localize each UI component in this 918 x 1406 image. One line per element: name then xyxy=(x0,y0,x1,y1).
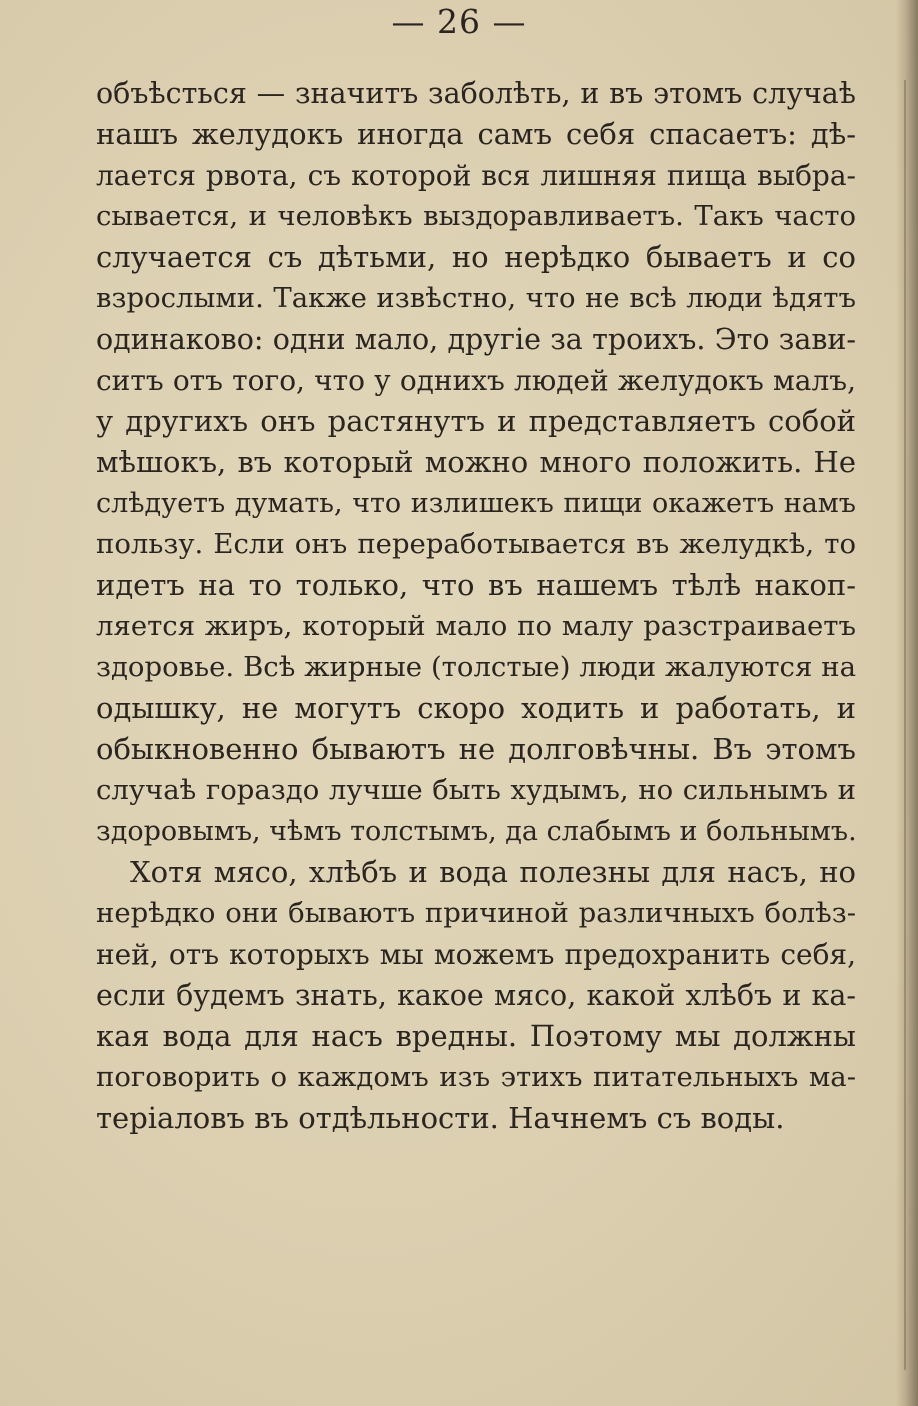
text-line: здоровье. Всѣ жирные (толстые) люди жалуются на xyxy=(96,651,856,683)
text-line: случается съ дѣтьми, но нерѣдко бываетъ и со xyxy=(96,240,856,274)
text-line: если будемъ знать, какое мясо, какой хлѣбъ и ка- xyxy=(96,979,856,1012)
text-line: ней, отъ которыхъ мы можемъ предохранить себя, xyxy=(96,938,856,971)
text-line: лается рвота, съ которой вся лишняя пища выбра- xyxy=(96,159,856,192)
page-spine-edge xyxy=(904,80,906,1370)
text-line: слѣдуетъ думать, что излишекъ пищи окажетъ намъ xyxy=(96,488,856,519)
paragraph-2 xyxy=(96,852,856,1139)
text-line: нерѣдко они бываютъ причиной различныхъ болѣз- xyxy=(96,897,856,929)
text-line: объѣсться — значитъ заболѣть, и въ этомъ случаѣ xyxy=(96,77,856,110)
text-line: теріаловъ въ отдѣльности. Начнемъ съ воды. xyxy=(96,1101,785,1135)
text-line: мѣшокъ, въ который можно много положить. Не xyxy=(96,445,856,479)
body-text xyxy=(96,73,856,1139)
text-line: здоровымъ, чѣмъ толстымъ, да слабымъ и больнымъ. xyxy=(96,816,857,847)
text-line: кая вода для насъ вредны. Поэтому мы должны xyxy=(96,1019,856,1053)
text-line: сывается, и человѣкъ выздоравливаетъ. Такъ часто xyxy=(96,200,856,232)
text-line: случаѣ гораздо лучше быть худымъ, но сильнымъ и xyxy=(96,774,856,806)
text-line: идетъ на то только, что въ нашемъ тѣлѣ накоп- xyxy=(96,568,856,602)
text-line: у другихъ онъ растянутъ и представляетъ собой xyxy=(96,404,856,438)
text-line: ситъ отъ того, что у однихъ людей желудокъ малъ, xyxy=(96,364,856,397)
text-line: нашъ желудокъ иногда самъ себя спасаетъ: дѣ- xyxy=(96,117,856,151)
text-line: взрослыми. Также извѣстно, что не всѣ люди ѣдятъ xyxy=(96,282,856,314)
text-line: одышку, не могутъ скоро ходить и работать, и xyxy=(96,691,856,725)
page-spine-shadow xyxy=(896,0,918,1406)
page-number: — 26 — xyxy=(391,2,527,41)
text-line: ляется жиръ, который мало по малу разстраиваетъ xyxy=(96,610,856,642)
text-line: пользу. Если онъ переработывается въ желудкѣ, то xyxy=(96,528,856,560)
text-line: Хотя мясо, хлѣбъ и вода полезны для насъ, но xyxy=(130,855,856,889)
text-line: одинаково: одни мало, другіе за троихъ. Это зави- xyxy=(96,323,856,356)
text-line: поговорить о каждомъ изъ этихъ питательныхъ ма- xyxy=(96,1061,856,1093)
paragraph-1 xyxy=(96,73,856,852)
text-line: обыкновенно бываютъ не долговѣчны. Въ этомъ xyxy=(96,732,856,766)
